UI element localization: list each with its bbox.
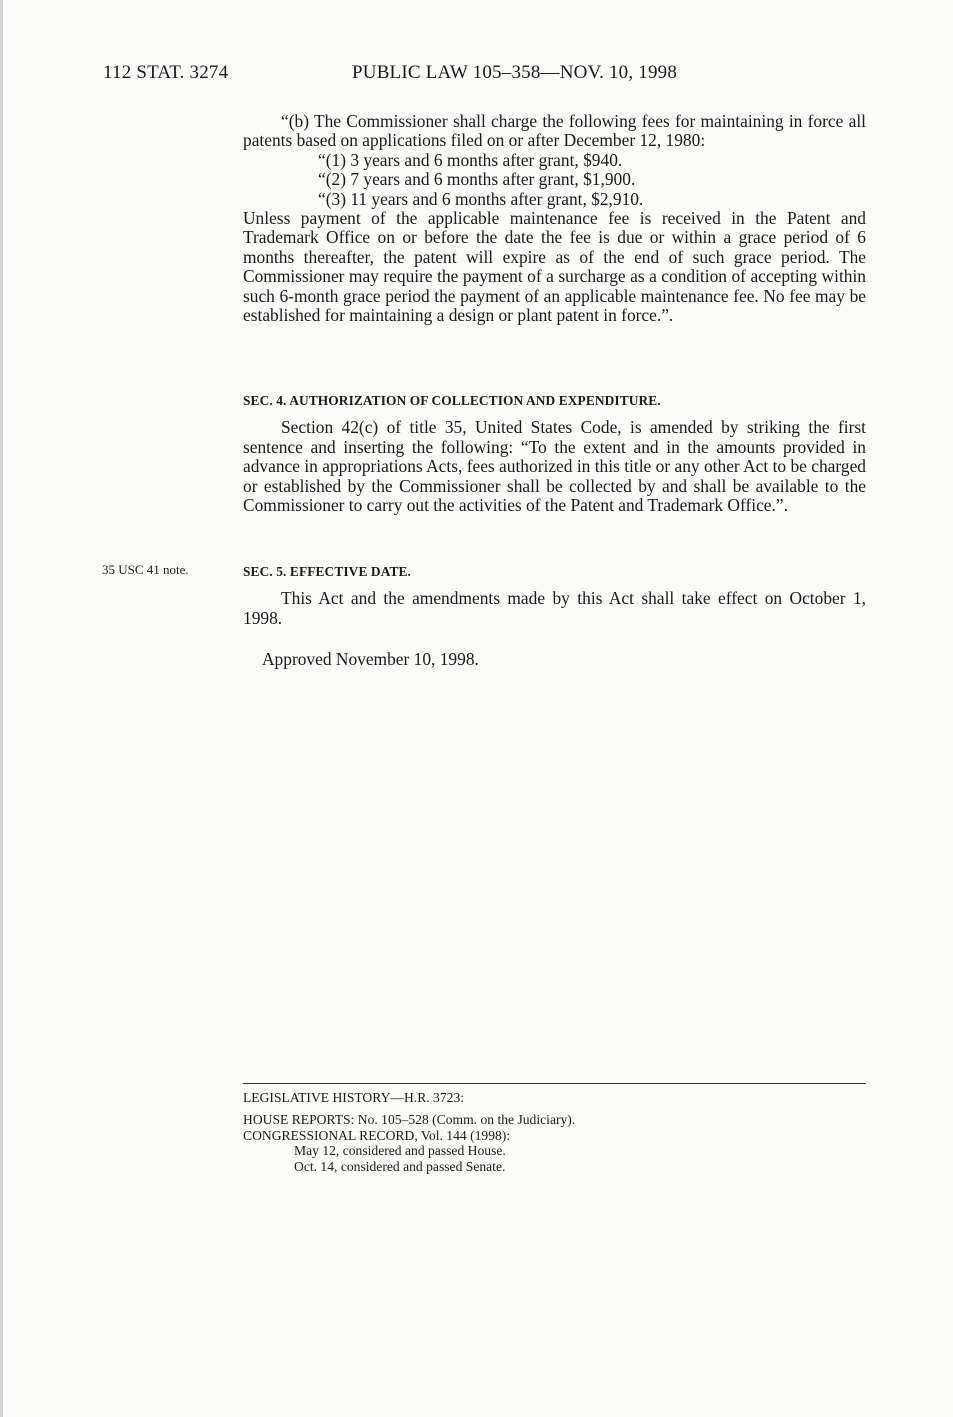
page-statute-reference: 112 STAT. 3274	[103, 62, 229, 83]
page-running-head: PUBLIC LAW 105–358—NOV. 10, 1998	[352, 62, 678, 83]
section-4-heading: SEC. 4. AUTHORIZATION OF COLLECTION AND EXPENDITURE.	[243, 393, 661, 408]
fee-item-1: “(1) 3 years and 6 months after grant, $940.	[318, 149, 623, 170]
fee-item-3: “(3) 11 years and 6 months after grant, $2,910.	[318, 188, 644, 209]
legislative-history-box	[243, 1083, 866, 1175]
grace-period-paragraph: Unless payment of the applicable maintenance fee is received in the Patent and Trademark Office on or before the date the fee is due or within a grace period of 6 months thereafter, the patent will expire as of the end of such grace period. The Commissioner may require the payment of a surcharge as a condition of accepting within such 6-month grace period the payment of an applicable maintenance fee. No fee may be established for maintaining a design or plant patent in force.”.	[243, 208, 866, 326]
section-5-paragraph: This Act and the amendments made by this Act shall take effect on October 1, 1998.	[243, 588, 866, 628]
margin-citation-note: 35 USC 41 note.	[102, 562, 189, 577]
legislative-history-title: LEGISLATIVE HISTORY—H.R. 3723:	[243, 1090, 465, 1105]
fee-intro-paragraph: “(b) The Commissioner shall charge the following fees for maintaining in force all patents based on applications filed on or after December 12, 1980:	[243, 111, 866, 151]
senate-action-line: Oct. 14, considered and passed Senate.	[294, 1159, 506, 1175]
congressional-record-line: CONGRESSIONAL RECORD, Vol. 144 (1998):	[243, 1127, 511, 1143]
house-reports-line: HOUSE REPORTS: No. 105–528 (Comm. on the Judiciary).	[243, 1111, 576, 1127]
fee-text-block	[243, 112, 866, 325]
page-edge-shadow	[0, 0, 3, 1417]
approval-date-line: Approved November 10, 1998.	[262, 649, 479, 669]
house-action-line: May 12, considered and passed House.	[294, 1143, 506, 1159]
section-5-block	[243, 562, 866, 628]
section-5-heading: SEC. 5. EFFECTIVE DATE.	[243, 564, 411, 579]
section-4-paragraph: Section 42(c) of title 35, United States Code, is amended by striking the first sentence and inserting the following: “To the extent and in the amounts provided in advance in appropriations Acts, fees authorized in this title or any other Act to be charged or established by the Commissioner shall be collected by and shall be available to the Commissioner to carry out the activities of the Patent and Trademark Office.”.	[243, 417, 866, 516]
fee-item-2: “(2) 7 years and 6 months after grant, $1,900.	[318, 169, 636, 190]
section-4-block	[243, 391, 866, 515]
